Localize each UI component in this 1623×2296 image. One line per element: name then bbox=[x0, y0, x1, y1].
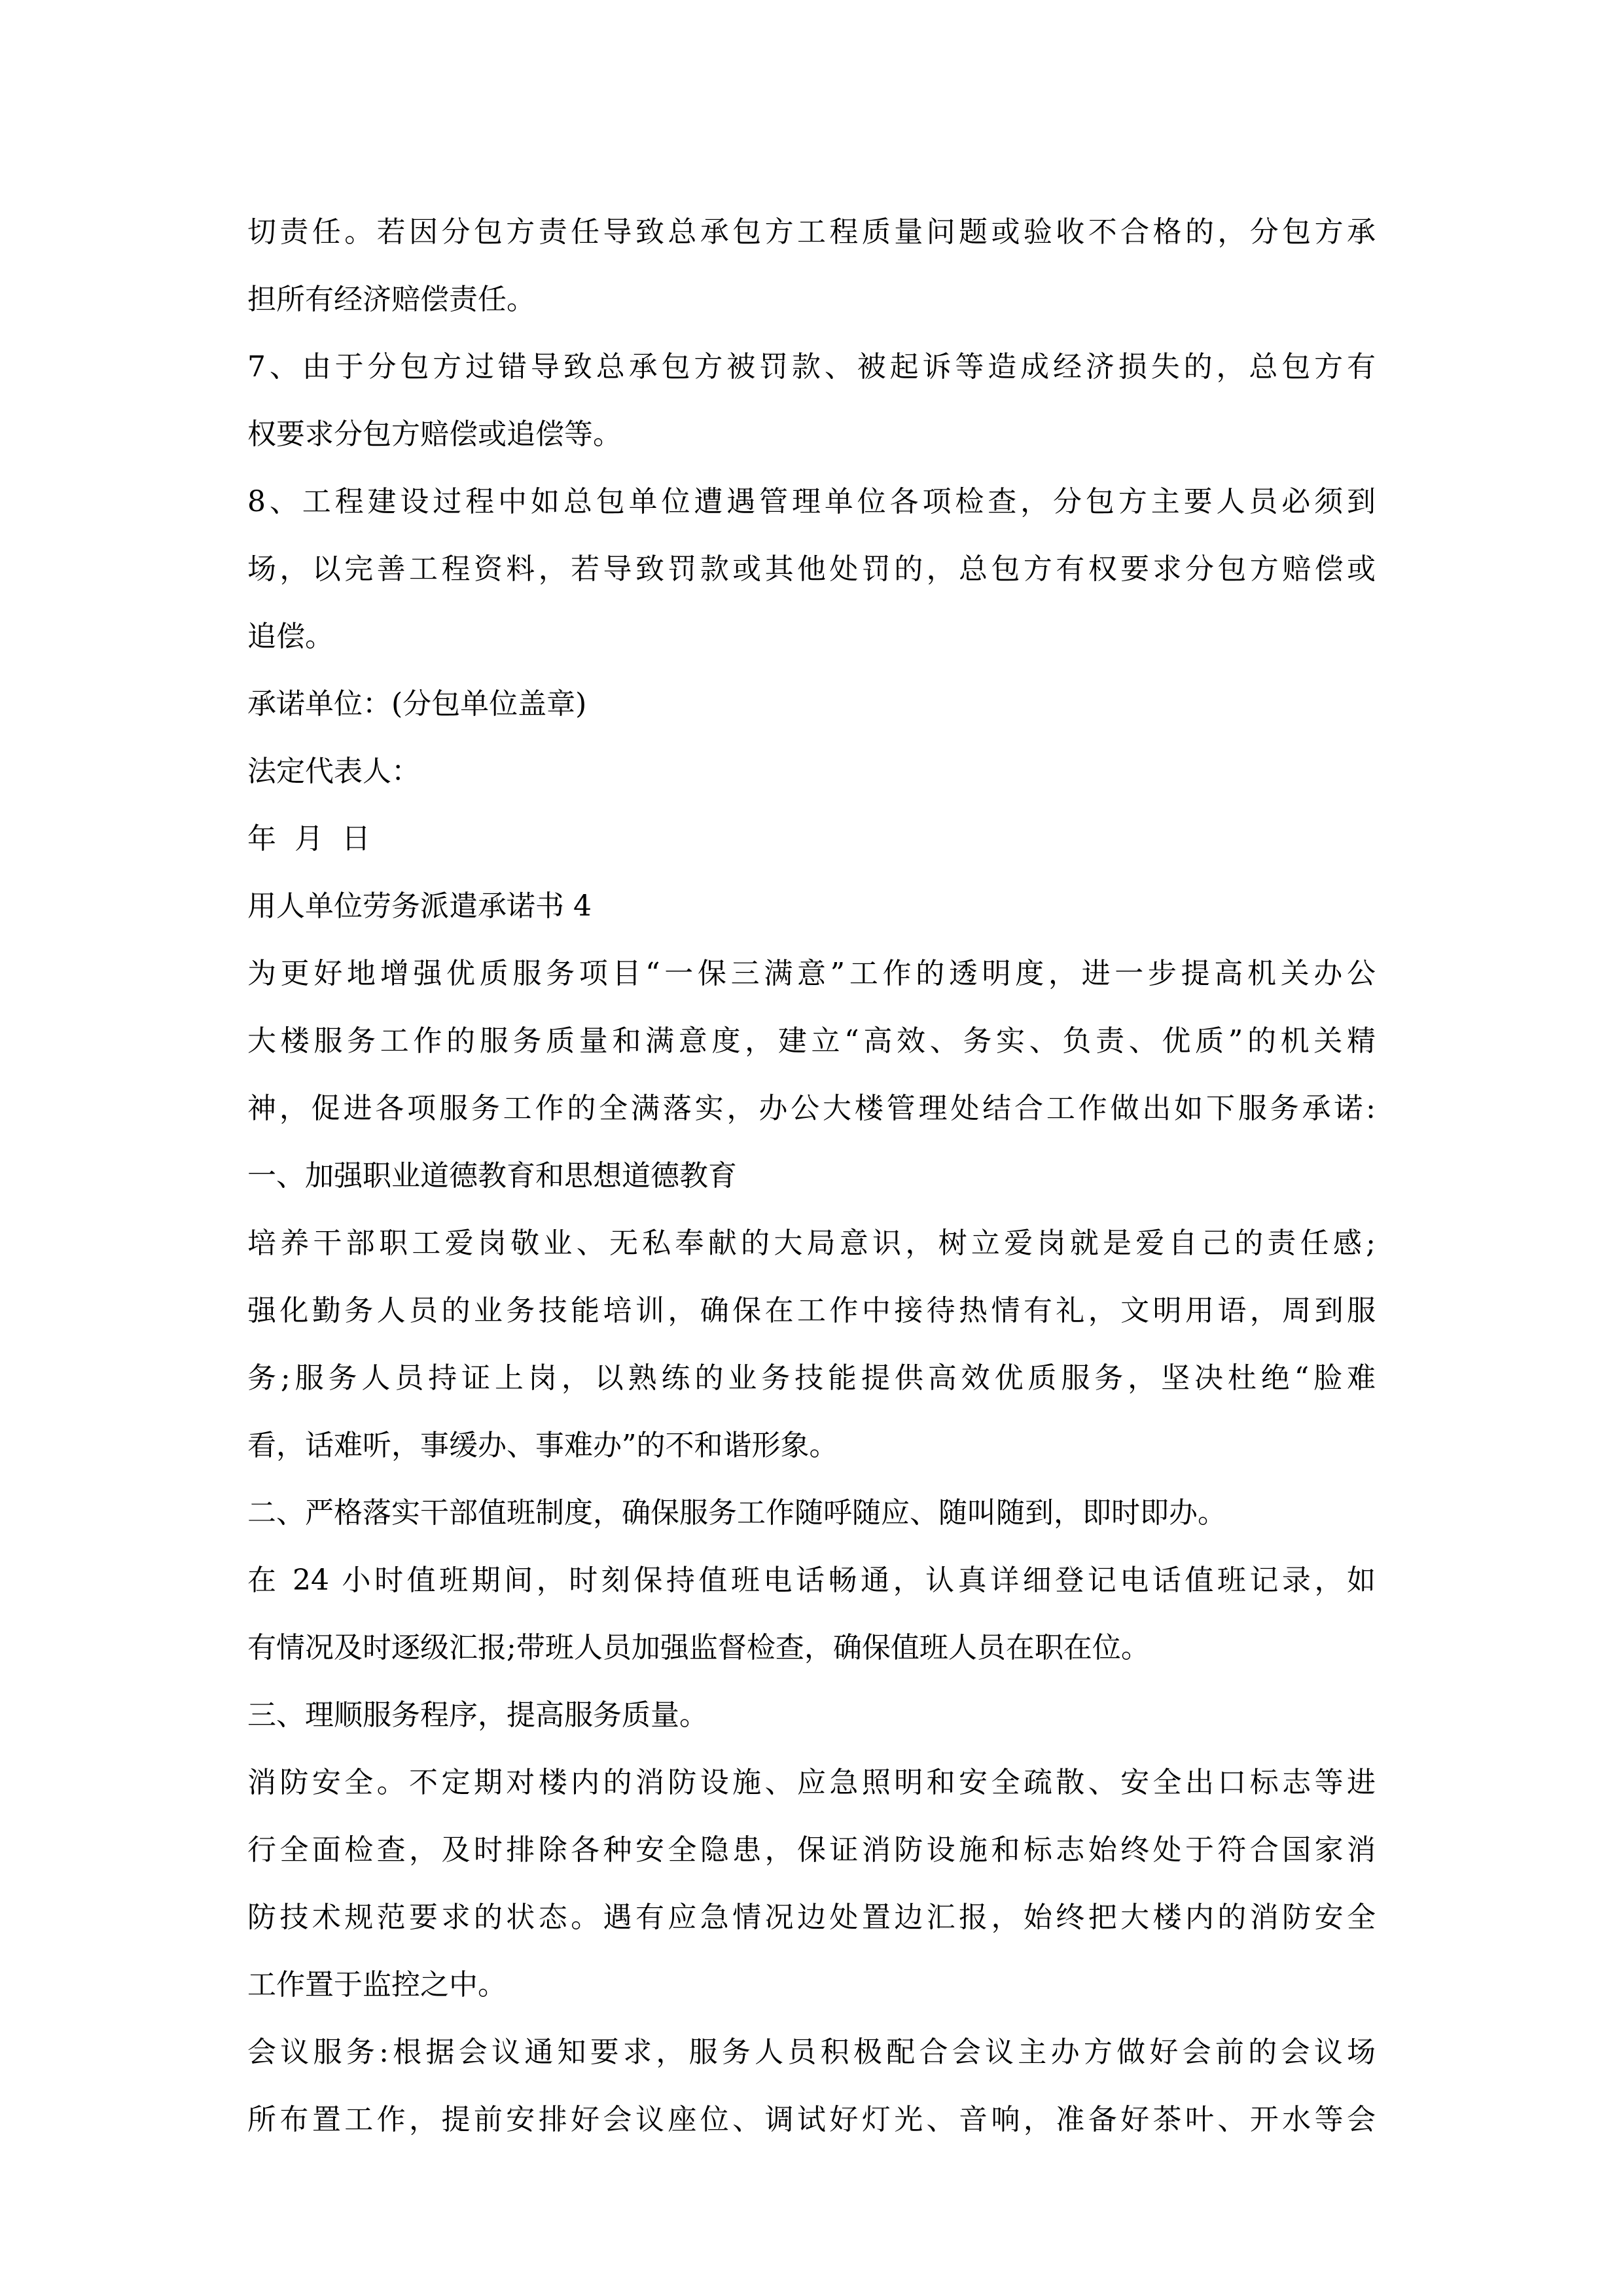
text-line: 担所有经济赔偿责任。 bbox=[247, 283, 535, 316]
heading-line: 二、严格落实干部值班制度，确保服务工作随呼随应、随叫随到，即时即办。 bbox=[247, 1496, 1226, 1530]
date-line: 年 月 日 bbox=[247, 822, 370, 855]
heading-line: 一、加强职业道德教育和思想道德教育 bbox=[247, 1159, 737, 1193]
section-title: 用人单位劳务派遣承诺书 4 bbox=[247, 889, 592, 923]
text-line: 法定代表人： bbox=[247, 755, 420, 788]
text-line: 工作置于监控之中。 bbox=[247, 1968, 507, 2001]
text-line: 在 24 小时值班期间，时刻保持值班电话畅通，认真详细登记电话值班记录，如 bbox=[247, 1564, 1376, 1597]
text-line: 会议服务:根据会议通知要求，服务人员积极配合会议主办方做好会前的会议场 bbox=[247, 2036, 1376, 2069]
text-line: 切责任。若因分包方责任导致总承包方工程质量问题或验收不合格的，分包方承 bbox=[247, 215, 1376, 249]
text-line: 消防安全。不定期对楼内的消防设施、应急照明和安全疏散、安全出口标志等进 bbox=[247, 1766, 1376, 1799]
text-line: 场，以完善工程资料，若导致罚款或其他处罚的，总包方有权要求分包方赔偿或 bbox=[247, 552, 1376, 586]
text-line: 务;服务人员持证上岗，以熟练的业务技能提供高效优质服务，坚决杜绝“脸难 bbox=[247, 1361, 1376, 1395]
text-line: 强化勤务人员的业务技能培训，确保在工作中接待热情有礼，文明用语，周到服 bbox=[247, 1294, 1376, 1327]
text-line: 培养干部职工爱岗敬业、无私奉献的大局意识，树立爱岗就是爱自己的责任感; bbox=[247, 1227, 1376, 1260]
text-line: 追偿。 bbox=[247, 620, 334, 653]
text-line: 为更好地增强优质服务项目“一保三满意”工作的透明度，进一步提高机关办公 bbox=[247, 957, 1376, 990]
text-line: 权要求分包方赔偿或追偿等。 bbox=[247, 418, 622, 451]
heading-line: 三、理顺服务程序，提高服务质量。 bbox=[247, 1698, 708, 1732]
text-line: 看，话难听，事缓办、事难办”的不和谐形象。 bbox=[247, 1429, 838, 1462]
text-line: 大楼服务工作的服务质量和满意度，建立“高效、务实、负责、优质”的机关精 bbox=[247, 1024, 1376, 1058]
text-line: 防技术规范要求的状态。遇有应急情况边处置边汇报，始终把大楼内的消防安全 bbox=[247, 1901, 1376, 1934]
document-body bbox=[247, 198, 1376, 2153]
text-line: 有情况及时逐级汇报;带班人员加强监督检查，确保值班人员在职在位。 bbox=[247, 1631, 1150, 1664]
text-line: 7、由于分包方过错导致总承包方被罚款、被起诉等造成经济损失的，总包方有 bbox=[247, 350, 1376, 384]
text-line: 8、工程建设过程中如总包单位遭遇管理单位各项检查，分包方主要人员必须到 bbox=[247, 485, 1376, 518]
text-line: 神，促进各项服务工作的全满落实，办公大楼管理处结合工作做出如下服务承诺: bbox=[247, 1092, 1376, 1125]
text-line: 所布置工作，提前安排好会议座位、调试好灯光、音响，准备好茶叶、开水等会 bbox=[247, 2103, 1376, 2136]
text-line: 承诺单位：(分包单位盖章) bbox=[247, 687, 587, 721]
text-line: 行全面检查，及时排除各种安全隐患，保证消防设施和标志始终处于符合国家消 bbox=[247, 1833, 1376, 1867]
